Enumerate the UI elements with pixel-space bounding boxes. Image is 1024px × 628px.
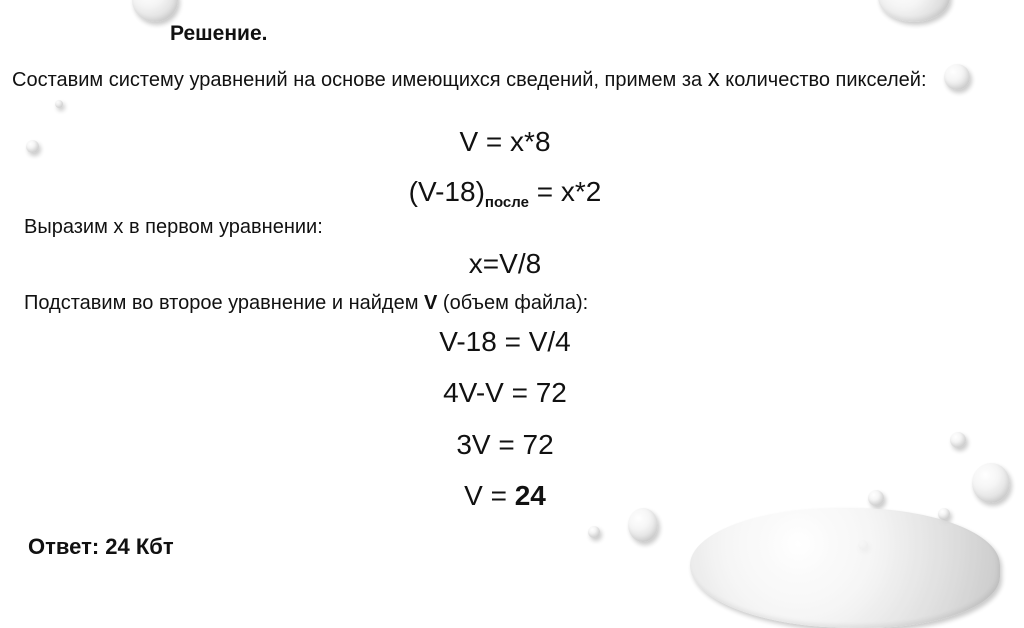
step-2-text	[24, 292, 588, 315]
equation-2-subscript: после	[484, 194, 529, 211]
answer-text: Ответ: 24 Кбт	[28, 534, 174, 559]
water-drop-decoration	[588, 526, 600, 538]
equation-2-rest: = x*2	[528, 176, 602, 207]
intro-text-before: Составим систему уравнений на основе имеющихся сведений, примем за	[12, 69, 708, 91]
step-1-equation: x=V/8	[468, 248, 542, 279]
step-2-bold: V	[424, 292, 438, 314]
solution-result: 24	[514, 480, 546, 511]
equation-2-main: (V-18)	[408, 176, 485, 207]
step-2-after: (объем файла):	[437, 292, 589, 314]
water-drop-decoration	[628, 508, 658, 542]
water-drop-decoration	[690, 508, 1000, 628]
water-drop-decoration	[878, 0, 950, 22]
water-drop-decoration	[132, 0, 178, 22]
equation-1: V = x*8	[459, 126, 551, 157]
solution-line-4-prefix: V =	[464, 480, 515, 511]
solution-line-2: 4V-V = 72	[443, 377, 567, 408]
solution-line-3: 3V = 72	[456, 429, 554, 460]
equation-2	[0, 176, 1010, 211]
solution-line-4	[0, 480, 1010, 512]
intro-text-after: количество пикселей:	[719, 69, 927, 91]
slide-heading: Решение.	[170, 22, 268, 45]
step-1-text: Выразим x в первом уравнении:	[24, 216, 323, 238]
intro-variable: x	[707, 65, 720, 92]
intro-text	[12, 62, 1002, 97]
water-drop-decoration	[55, 100, 63, 108]
solution-line-1: V-18 = V/4	[439, 326, 571, 357]
step-2-before: Подставим во второе уравнение и найдем	[24, 292, 425, 314]
